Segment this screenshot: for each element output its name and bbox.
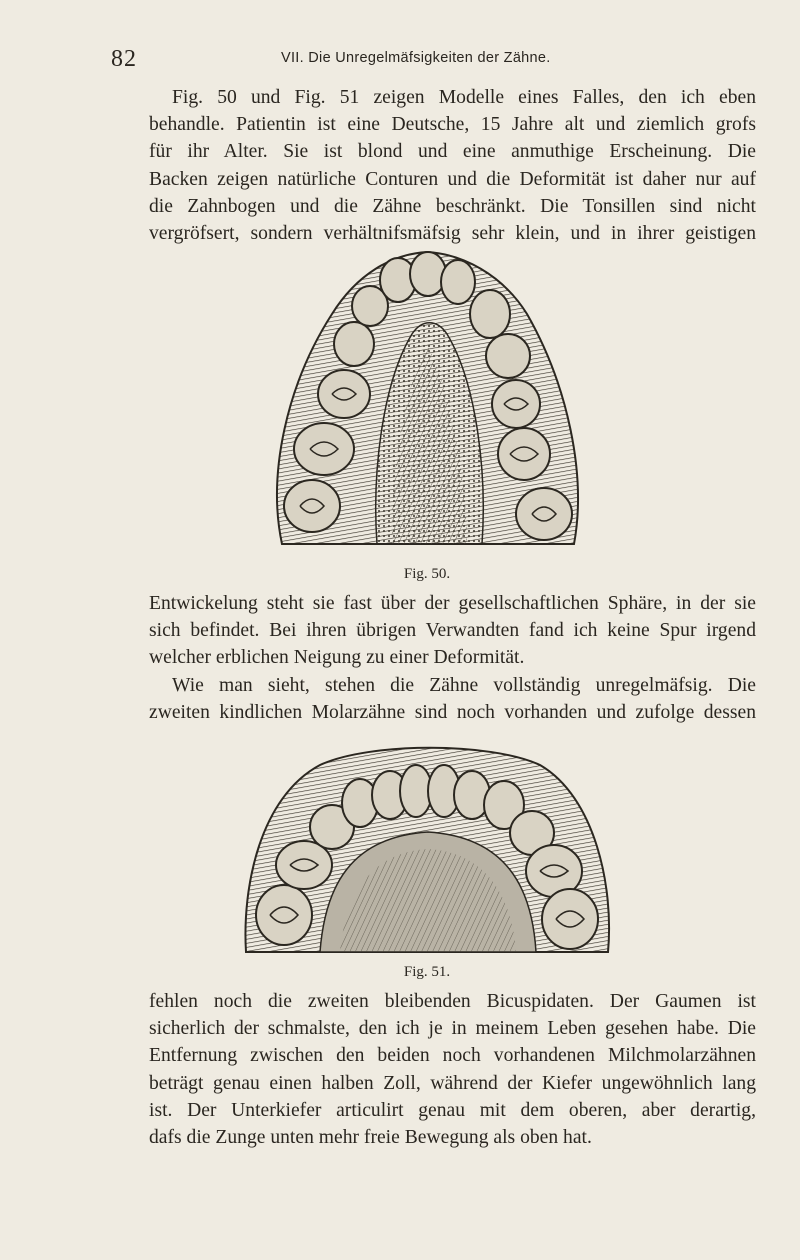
paragraph-1 [149,84,756,247]
page-header [0,44,800,78]
text-line: Wie man sieht, stehen die Zähne vollständig unregelmäfsig. Die [172,674,756,696]
text-line: sich befindet. Bei ihren übrigen Verwandten fand ich keine Spur irgend [149,620,756,642]
text-line: Fig. 50 und Fig. 51 zeigen Modelle eines Falles, den ich eben [172,87,756,108]
text-line: zweiten kindlichen Molarzähne sind noch vorhanden und zufolge dessen [149,701,756,723]
figure-51-caption: Fig. 51. [403,964,451,980]
page-number: 82 [111,46,137,72]
running-title: VII. Die Unregelmäfsigkeiten der Zähne. [281,50,551,66]
text-line: Backen zeigen natürliche Conturen und die Deformität ist daher nur auf [149,168,756,190]
text-line: für ihr Alter. Sie ist blond und eine anmuthige Erscheinung. Die [149,141,756,163]
text-line: fehlen noch die zweiten bleibenden Bicuspidaten. Der Gaumen ist [149,991,756,1012]
figure-50-caption: Fig. 50. [403,566,451,582]
text-line: beträgt genau einen halben Zoll, während der Kiefer ungewöhnlich lang [149,1072,756,1094]
text-line: vergröfsert, sondern verhältnifsmäfsig sehr klein, und in ihrer geistigen [149,222,756,244]
text-line: Entwickelung steht sie fast über der gesellschaftlichen Sphäre, in der sie [149,593,756,614]
paragraph-2 [149,590,756,726]
text-line: die Zahnbogen und die Zähne beschränkt. Die Tonsillen sind nicht [149,195,756,217]
text-line: sicherlich der schmalste, den ich je in meinem Leben gesehen habe. Die [149,1018,756,1040]
text-line: dafs die Zunge unten mehr freie Bewegung als oben hat. [149,1126,592,1148]
text-line: ist. Der Unterkiefer articulirt genau mit dem oberen, aber derartig, [149,1099,756,1121]
text-line: Entfernung zwischen den beiden noch vorhandenen Milchmolarzähnen [149,1045,756,1067]
figure-51-lower-jaw-illustration [240,737,616,959]
text-line: behandle. Patientin ist eine Deutsche, 15 Jahre alt und ziemlich grofs [149,114,756,136]
paragraph-3 [149,988,756,1151]
text-line: welcher erblichen Neigung zu einer Deformität. [149,647,525,669]
figure-50-upper-jaw-illustration [262,244,592,562]
